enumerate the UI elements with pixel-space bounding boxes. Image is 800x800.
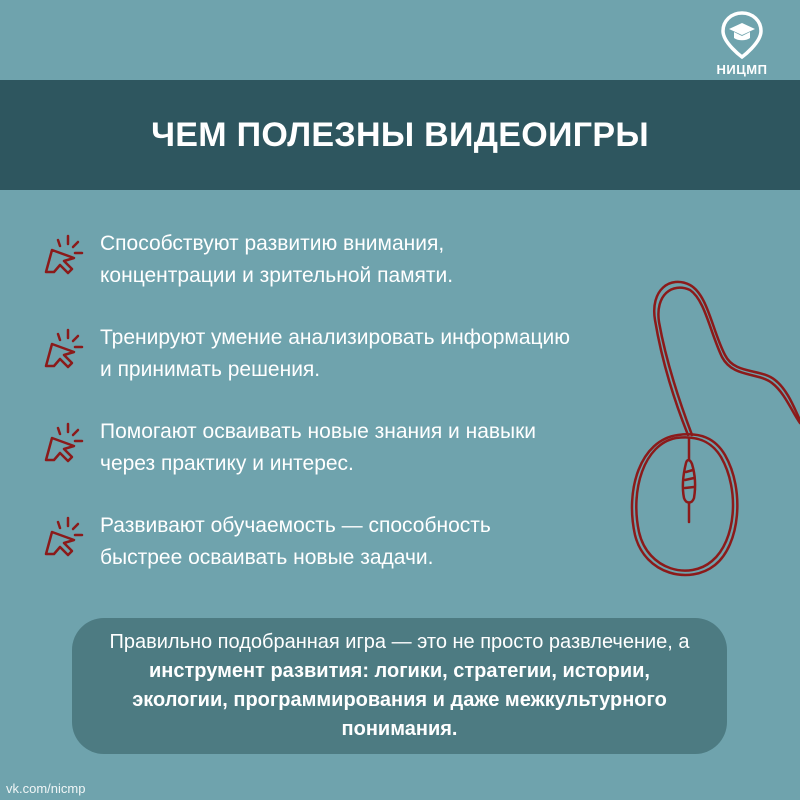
benefit-item <box>40 416 640 510</box>
cursor-click-icon <box>40 232 86 278</box>
cursor-click-icon <box>40 326 86 372</box>
summary-callout <box>72 618 727 754</box>
cursor-click-icon <box>40 420 86 466</box>
benefits-list <box>40 228 640 604</box>
benefit-item <box>40 322 640 416</box>
logo <box>712 10 772 80</box>
map-pin-graduation-cap-icon <box>719 10 765 60</box>
summary-text <box>100 628 700 744</box>
benefit-item <box>40 510 640 604</box>
summary-regular-text: Правильно подобранная игра — это не просто развлечение, а <box>109 631 690 653</box>
benefit-item <box>40 228 640 322</box>
footer-link[interactable]: vk.com/nicmp <box>6 781 86 796</box>
cursor-click-icon <box>40 514 86 560</box>
benefit-text: Помогают осваивать новые знания и навыки через практику и интерес. <box>100 420 537 475</box>
summary-bold-text: инструмент развития: логики, стратегии, истории, экологии, программирования и даже межкультурного понимания. <box>132 660 667 740</box>
logo-text: НИЦМП <box>716 62 768 77</box>
benefit-text: Тренируют умение анализировать информацию и принимать решения. <box>100 326 571 381</box>
benefit-text: Развивают обучаемость — способность быстрее осваивать новые задачи. <box>100 514 491 569</box>
title-banner <box>0 80 800 190</box>
computer-mouse-icon <box>600 260 800 590</box>
benefit-text: Способствуют развитию внимания, концентрации и зрительной памяти. <box>100 232 454 287</box>
page-title: ЧЕМ ПОЛЕЗНЫ ВИДЕОИГРЫ <box>151 115 649 154</box>
